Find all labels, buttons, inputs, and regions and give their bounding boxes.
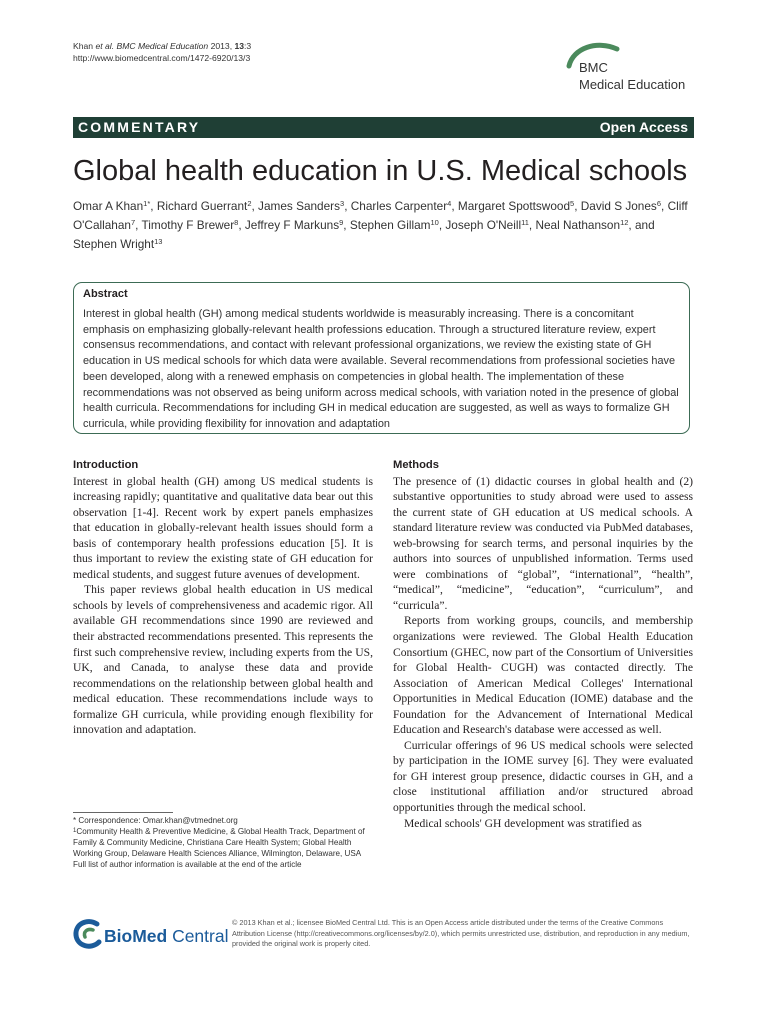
author-affiliation-sup: 11 <box>521 218 529 227</box>
author-affiliation-sup: 3 <box>340 199 345 208</box>
biomed-central-swirl-icon <box>73 918 103 950</box>
citation-line <box>73 40 251 52</box>
section-label: COMMENTARY <box>78 119 201 135</box>
author-name: David S Jones <box>580 199 657 213</box>
article-url[interactable]: http://www.biomedcentral.com/1472-6920/13/3 <box>73 53 251 63</box>
author-name: Cliff O'Callahan <box>73 199 688 232</box>
author-name: Margaret Spottswood <box>457 199 571 213</box>
author-name: Stephen Gillam <box>349 218 431 232</box>
author-info-note: Full list of author information is available at the end of the article <box>73 860 302 869</box>
author-name: Timothy F Brewer <box>141 218 235 232</box>
license-text: © 2013 Khan et al.; licensee BioMed Central Ltd. This is an Open Access article distributed under the terms of the Creative Commons Attribution License (http://creativecommons.org/licenses/by/2.0), which permits unrestricted use, distribution, and reproduction in any medium, provided the original work is properly cited. <box>232 918 690 948</box>
author-affiliation-sup: 1* <box>143 199 151 208</box>
author-and: and <box>634 218 655 232</box>
methods-paragraph-4: Medical schools' GH development was stratified as <box>404 816 642 830</box>
author-affiliation-sup: 12 <box>620 218 629 227</box>
article-title: Global health education in U.S. Medical schools <box>73 155 688 187</box>
section-bar <box>73 117 694 138</box>
abstract-heading: Abstract <box>83 288 128 300</box>
right-column <box>393 458 693 831</box>
affiliation-text <box>73 826 373 859</box>
author-affiliation-sup: 8 <box>234 218 239 227</box>
introduction-paragraph-2: This paper reviews global health education in US medical schools by levels of comprehensiveness and academic rigor. All available GH recommendations since 1990 are reviewed and their abstracted recommendations presented. This represents the first such comprehensive review, including experts from the US, UK, and Canada, to analyse these data and provide recommendations on the relationship between global health and medical education. These recommendations include ways to formalize GH curricula, while providing enough flexibility for innovation and adaptation. <box>73 583 373 737</box>
author-name: Omar A Khan <box>73 199 144 213</box>
citation-header <box>73 40 251 64</box>
methods-paragraph-3: Curricular offerings of 96 US medical schools were selected by participation in the IOME survey [6]. They were evaluated for GH interest group presence, didactic courses in GH, and a close institutional affiliation and/or structured abroad opportunities through the medical school. <box>393 738 693 814</box>
journal-logo-bmc: BMC <box>579 60 608 75</box>
author-affiliation-sup: 2 <box>247 199 252 208</box>
left-column <box>73 458 373 738</box>
citation-issue: :3 <box>244 41 252 51</box>
author-name: Neal Nathanson <box>535 218 621 232</box>
correspondence-footnote <box>73 812 373 870</box>
introduction-heading: Introduction <box>73 459 139 471</box>
author-name: Joseph O'Neill <box>445 218 522 232</box>
footnote-divider <box>73 812 173 813</box>
correspondence-email[interactable]: * Correspondence: Omar.khan@vtmednet.org <box>73 816 238 825</box>
author-name: Richard Guerrant <box>156 199 248 213</box>
author-affiliation-sup: 10 <box>430 218 439 227</box>
author-name: James Sanders <box>258 199 341 213</box>
author-affiliation-sup: 5 <box>570 199 575 208</box>
author-name: Jeffrey F Markuns <box>244 218 340 232</box>
journal-logo-name: Medical Education <box>579 77 686 92</box>
author-list: Omar A Khan$^{1*}$, Richard Guerrant$^2$, James Sanders$^3$, Charles Carpenter$^4$, Margaret Spottswood$^5$, David S Jones$^6$, Cliff O'Callahan$^7$, Timothy F Brewer$^8$, Jeffrey F Markuns$^9$, Stephen Gillam$^{10}$, Joseph O'Neill$^{11}$, Neal Nathanson$^{12}$, and Stephen Wright$^{13}$ <box>73 199 688 251</box>
journal-logo <box>563 40 703 98</box>
publisher-name <box>104 926 228 947</box>
affiliation-sup: 1 <box>73 828 77 834</box>
author-affiliation-sup: 13 <box>154 237 163 246</box>
citation-volume: 13 <box>234 41 245 51</box>
abstract-box <box>73 282 690 434</box>
methods-heading: Methods <box>393 459 439 471</box>
citation-year: 2013, <box>208 41 235 51</box>
author-affiliation-sup: 7 <box>131 218 136 227</box>
publisher-logo <box>73 918 229 952</box>
affiliation-body: Community Health & Preventive Medicine, & Global Health Track, Department of Family & Community Medicine, Christiana Care Health System; Global Health Working Group, Delaware Health Sciences Alliance, Wilmington, Delaware, USA <box>73 827 365 858</box>
open-access-label: Open Access <box>599 119 688 135</box>
publisher-name-light: Central <box>167 926 229 946</box>
author-affiliation-sup: 6 <box>656 199 661 208</box>
methods-paragraph-2: Reports from working groups, councils, and membership organizations were reviewed. The Global Health Education Consortium (GHEC, now part of the Consortium of Universities for Global Health- CUGH) was contacted directly. The Association of American Medical Colleges' International Opportunities in Medical Education (IOME) database and the Foundation for the Advancement of International Medical Education and Research's database were accessed as well. <box>393 614 693 737</box>
citation-authors: Khan <box>73 41 96 51</box>
author-affiliation-sup: 9 <box>339 218 344 227</box>
citation-journal: et al. BMC Medical Education <box>95 41 209 51</box>
author-name: Stephen Wright <box>73 237 155 251</box>
author-name: Charles Carpenter <box>350 199 448 213</box>
abstract-text: Interest in global health (GH) among medical students worldwide is measurably increasing. There is a concomitant emphasis on emphasizing globally-relevant health professions education. Through a structured literature review, expert consensus recommendations, and contact with relevant professional organizations, we review the existing state of GH education in US medical schools for which data were available. Several recommendations from professional societies have been developed, along with a renewed emphasis on competencies in global health. The implementation of these recommendations was not observed as being uniform across medical schools, with variation noted in the presence of global health curricula. Recommendations for including GH in medical education are suggested, as well as ways to formalize GH curricula, while providing flexibility for innovation and adaptation <box>83 308 679 430</box>
author-affiliation-sup: 4 <box>447 199 452 208</box>
methods-paragraph-1: The presence of (1) didactic courses in global health and (2) substantive opportunities to study abroad were used to assess the current state of GH education at US medical schools. A standard literature review was conducted via PubMed databases, web-browsing for search terms, and personal inquiries by the authors into sources of unpublished information. Terms used were combinations of “global”, “international”, “health”, “medical”, “medicine”, “education”, “curriculum”, and “curricula”. <box>393 474 693 612</box>
publisher-name-bold: BioMed <box>104 926 168 946</box>
introduction-paragraph-1: Interest in global health (GH) among US medical students is increasing rapidly; quantitative and qualitative data bear out this observation [1-4]. Recent work by expert panels emphasizes that education in globally-relevant health issues should form a basis of contemporary health professions education [5]. It is thus important to review the existing state of GH education for medical students, and suggest future avenues of development. <box>73 474 373 581</box>
